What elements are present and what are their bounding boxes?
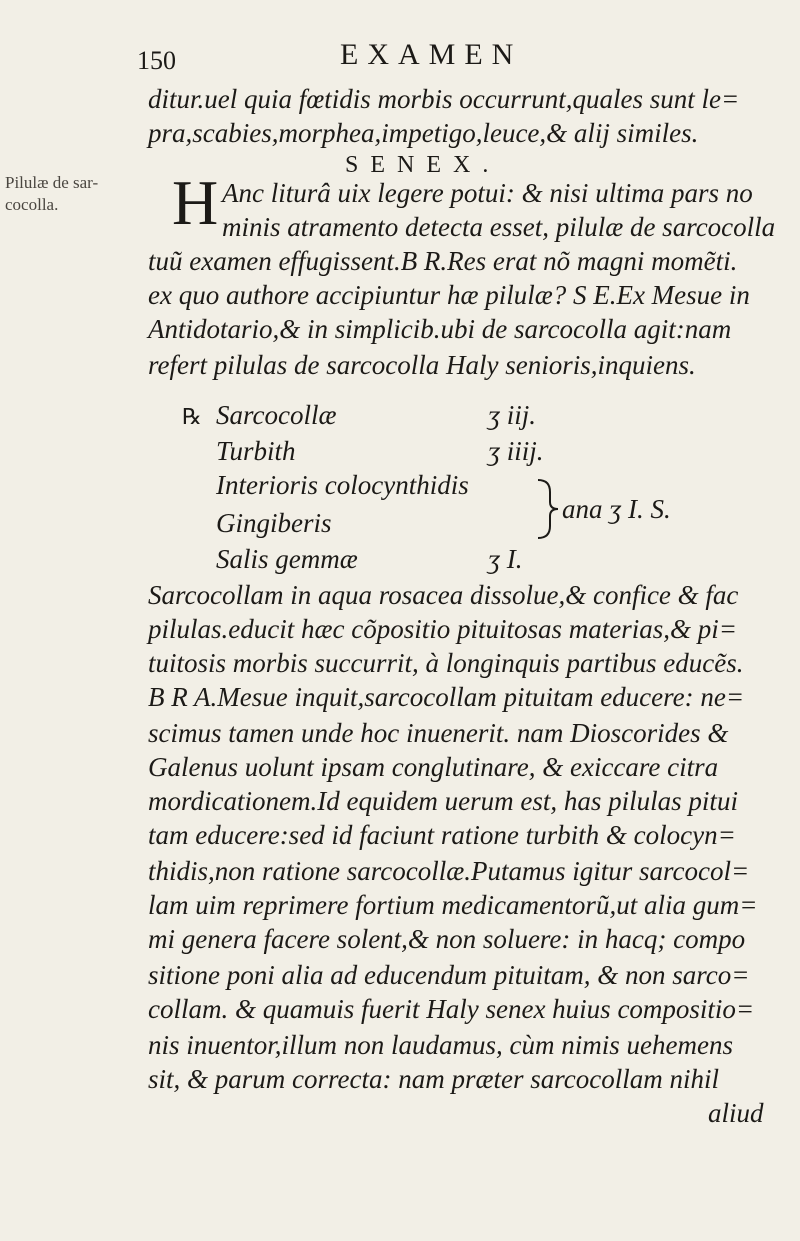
body-line: minis atramento detecta esset, pilulæ de sarcocolla	[222, 212, 776, 242]
recipe-ana-quantity: ana ʒ I. S.	[562, 494, 671, 524]
body-line: collam. & quamuis fuerit Haly senex huius compositio=	[148, 994, 755, 1024]
body-line: sitione poni alia ad educendum pituitam, & non sarco=	[148, 960, 750, 990]
body-line: B R A.Mesue inquit,sarcocollam pituitam educere: ne=	[148, 682, 745, 712]
body-line: pilulas.educit hæc cõpositio pituitosas materias,& pi=	[148, 614, 737, 644]
catchword: aliud	[708, 1098, 764, 1128]
body-line: Anc liturâ uix legere potui: & nisi ultima pars no	[222, 178, 753, 208]
body-line: pra,scabies,morphea,impetigo,leuce,& alij similes.	[148, 118, 699, 148]
speaker-heading: SENEX.	[345, 152, 501, 178]
body-line: Galenus uolunt ipsam conglutinare, & exiccare citra	[148, 752, 719, 782]
recipe-ingredient: Gingiberis	[216, 508, 332, 538]
drop-cap: H	[172, 167, 219, 238]
body-line: lam uim reprimere fortium medicamentorũ,ut alia gum=	[148, 890, 758, 920]
brace-icon	[534, 478, 560, 540]
recipe-quantity: ʒ iiij.	[488, 436, 544, 466]
body-line: ditur.uel quia fœtidis morbis occurrunt,quales sunt le=	[148, 84, 740, 114]
running-title: EXAMEN	[340, 38, 523, 71]
margin-note-line: Pilulæ de sar-	[5, 173, 99, 192]
recipe-ingredient: Salis gemmæ	[216, 544, 358, 574]
body-line: nis inuentor,illum non laudamus, cùm nimis uehemens	[148, 1030, 733, 1060]
margin-note-line: cocolla.	[5, 195, 59, 214]
body-line: Sarcocollam in aqua rosacea dissolue,& confice & fac	[148, 580, 739, 610]
recipe-quantity: ʒ I.	[488, 544, 523, 574]
body-line: thidis,non ratione sarcocollæ.Putamus igitur sarcocol=	[148, 856, 750, 886]
recipe-ingredient: Turbith	[216, 436, 296, 466]
body-line: tuũ examen effugissent.B R.Res erat nõ magni momẽti.	[148, 246, 738, 276]
recipe-symbol: ℞	[182, 404, 202, 429]
page-header	[0, 38, 800, 78]
body-line: refert pilulas de sarcocolla Haly senioris,inquiens.	[148, 350, 696, 380]
body-line: mordicationem.Id equidem uerum est, has pilulas pitui	[148, 786, 738, 816]
body-line: tam educere:sed id faciunt ratione turbith & colocyn=	[148, 820, 736, 850]
body-line: tuitosis morbis succurrit, à longinquis partibus educẽs.	[148, 648, 744, 678]
body-line: ex quo authore accipiuntur hæ pilulæ? S E.Ex Mesue in	[148, 280, 750, 310]
page-number: 150	[137, 46, 176, 75]
body-line: scimus tamen unde hoc inuenerit. nam Dioscorides &	[148, 718, 729, 748]
recipe-quantity: ʒ iij.	[488, 400, 536, 430]
body-line: mi genera facere solent,& non soluere: in hacq; compo	[148, 924, 746, 954]
margin-note	[5, 172, 105, 216]
recipe-ingredient: Sarcocollæ	[216, 400, 337, 430]
recipe-ingredient: Interioris colocynthidis	[216, 470, 469, 500]
body-line: sit, & parum correcta: nam præter sarcocollam nihil	[148, 1064, 719, 1094]
body-line: Antidotario,& in simplicib.ubi de sarcocolla agit:nam	[148, 314, 732, 344]
